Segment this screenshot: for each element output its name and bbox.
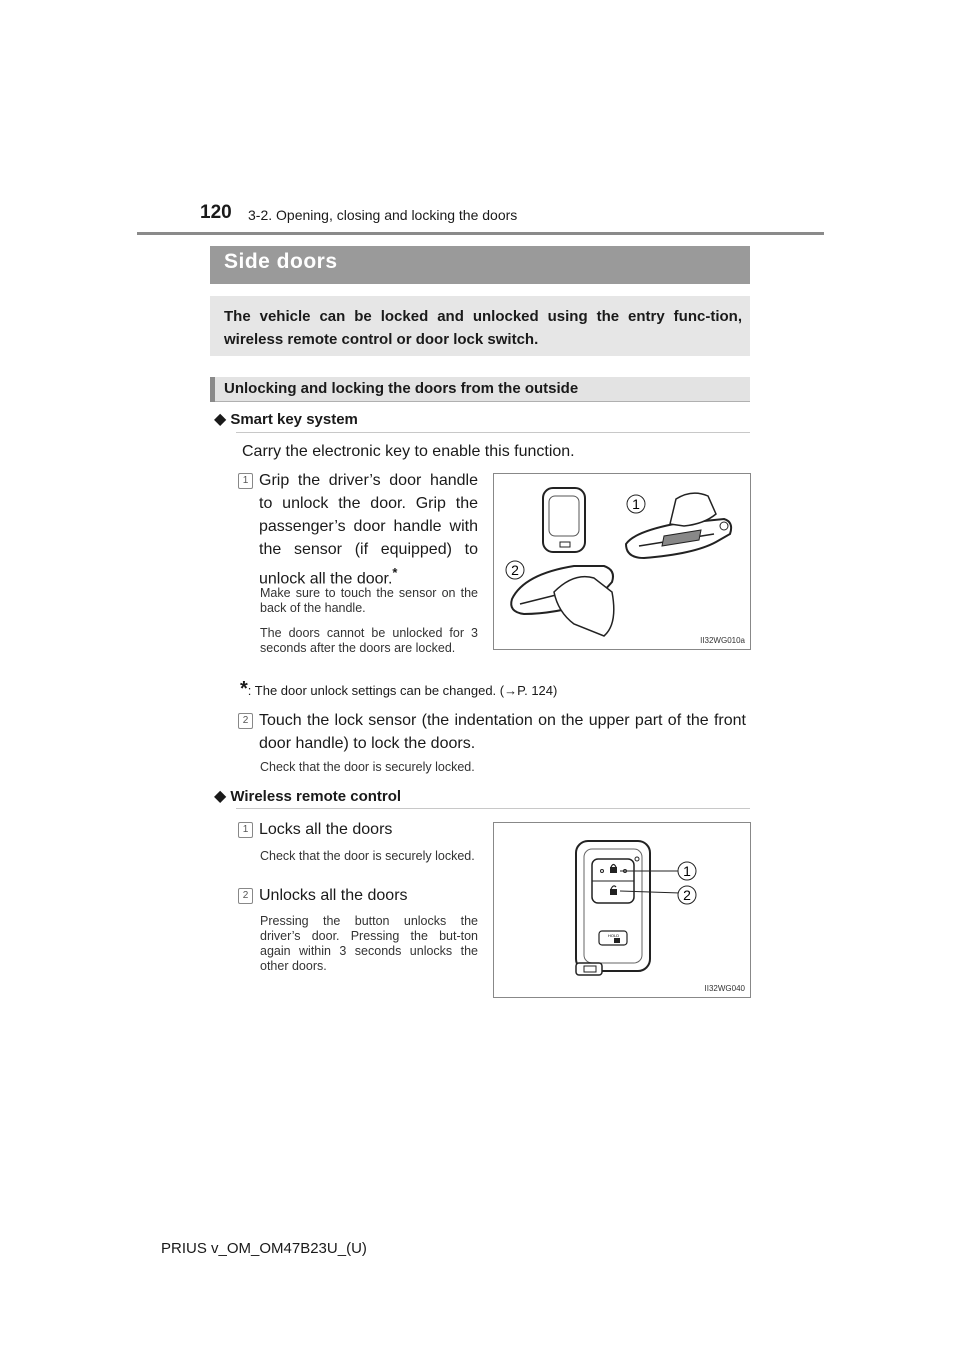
diamond-icon: ◆ xyxy=(214,788,227,805)
footnote xyxy=(240,678,557,701)
topic-rule xyxy=(236,808,750,809)
topic-rule xyxy=(236,432,750,433)
page-number: 120 xyxy=(200,202,232,223)
intro-text: The vehicle can be locked and unlocked using the entry func-tion, wireless remote control or door lock switch. xyxy=(224,308,742,348)
header-rule xyxy=(137,232,824,235)
smart-key-lead: Carry the electronic key to enable this function. xyxy=(242,443,575,460)
step-number-badge: 1 xyxy=(238,822,253,838)
remote-heading xyxy=(214,786,401,806)
smart-key-figure xyxy=(493,473,751,650)
smart-key-heading xyxy=(214,409,358,429)
hold-label: HOLD xyxy=(608,933,620,938)
remote-heading-label: Wireless remote control xyxy=(230,788,402,805)
smart-key-step1 xyxy=(259,469,478,590)
unlock-icon xyxy=(610,889,617,895)
smart-key-heading-label: Smart key system xyxy=(230,411,358,428)
figure-code: II32WG040 xyxy=(704,984,745,993)
remote-step1: Locks all the doors xyxy=(259,821,393,838)
footnote-asterisk: * xyxy=(240,678,248,700)
subheading-accent xyxy=(210,377,215,402)
figure-callout-2: 2 xyxy=(511,562,519,578)
smart-key-step2-note: Check that the door is securely locked. xyxy=(260,760,475,774)
step-number-badge: 1 xyxy=(238,473,253,489)
smart-key-note2: The doors cannot be unlocked for 3 seconds after the doors are locked. xyxy=(260,626,478,655)
figure-code: II32WG010a xyxy=(700,636,745,645)
diamond-icon: ◆ xyxy=(214,411,227,428)
subheading-text: Unlocking and locking the doors from the outside xyxy=(224,380,579,397)
remote-figure xyxy=(493,822,751,998)
key-fob-illustration xyxy=(494,823,750,997)
remote-step1-note: Check that the door is securely locked. xyxy=(260,849,475,863)
door-handle-illustration xyxy=(494,474,750,649)
remote-callout-2: 2 xyxy=(683,887,691,903)
figure-callout-1: 1 xyxy=(632,496,640,512)
step-number-badge: 2 xyxy=(238,713,253,729)
remote-callout-1: 1 xyxy=(683,863,691,879)
smart-key-note1: Make sure to touch the sensor on the back of the handle. xyxy=(260,586,478,615)
remote-step2: Unlocks all the doors xyxy=(259,887,408,904)
page-title: Side doors xyxy=(224,250,338,273)
section-heading: 3-2. Opening, closing and locking the doors xyxy=(248,207,518,223)
step-number-badge: 2 xyxy=(238,888,253,904)
footer-code: PRIUS v_OM_OM47B23U_(U) xyxy=(161,1240,367,1257)
smart-key-step2: Touch the lock sensor (the indentation on the upper part of the front door handle) to lock the doors. xyxy=(259,712,746,752)
footnote-text: : The door unlock settings can be changed. (→P. 124) xyxy=(247,683,558,698)
lock-icon xyxy=(610,867,617,873)
asterisk-mark: * xyxy=(392,565,398,580)
remote-step2-note: Pressing the button unlocks the driver’s door. Pressing the but-ton again within 3 seconds unlocks the other doors. xyxy=(260,914,478,973)
smart-key-step1-text: Grip the driver’s door handle to unlock the door. Grip the passenger’s door handle with the sensor (if equipped) to unlock all the door. xyxy=(259,472,478,588)
